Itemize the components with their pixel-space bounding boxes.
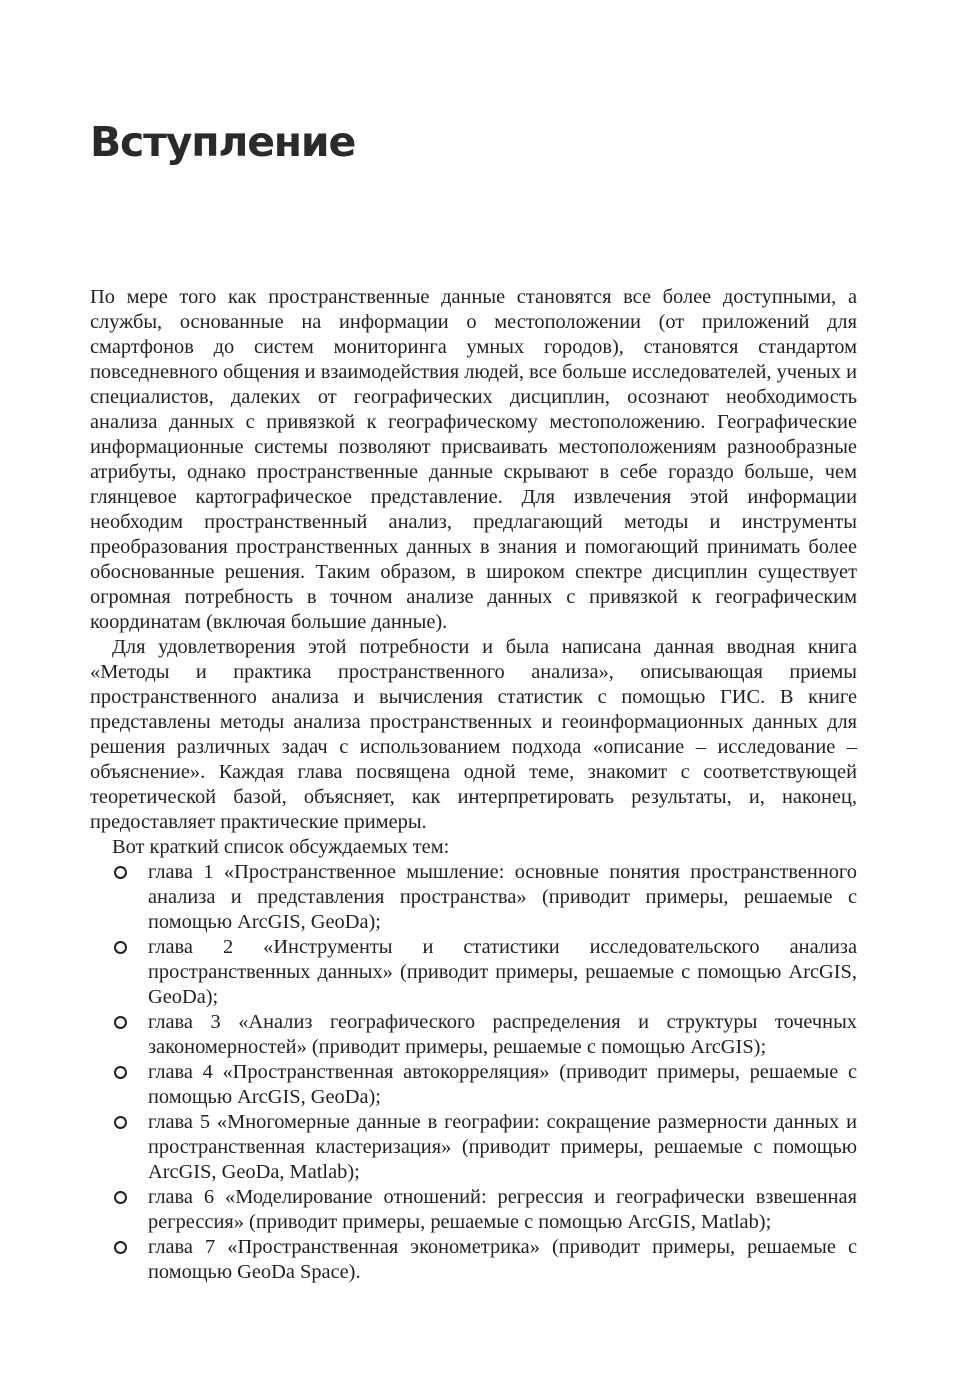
list-item-text: глава 3 «Анализ географического распределения и структуры точечных закономерностей» (приводит примеры, решаемые с помощью ArcGIS);	[148, 1011, 857, 1058]
topics-list	[90, 860, 857, 1285]
list-item-text: глава 6 «Моделирование отношений: регрессия и географически взвешенная регрессия» (приводит примеры, решаемые с помощью ArcGIS, Matlab);	[148, 1186, 857, 1233]
circle-bullet-icon	[114, 1116, 127, 1129]
list-item	[90, 860, 857, 935]
circle-bullet-icon	[114, 1066, 127, 1079]
body-text	[90, 285, 857, 1285]
list-item-text: глава 7 «Пространственная эконометрика» (приводит примеры, решаемые с помощью GeoDa Space).	[148, 1236, 857, 1283]
page-title: Вступление	[90, 118, 356, 166]
circle-bullet-icon	[114, 1016, 127, 1029]
list-item	[90, 1110, 857, 1185]
list-item	[90, 1235, 857, 1285]
circle-bullet-icon	[114, 1191, 127, 1204]
list-item-text: глава 1 «Пространственное мышление: основные понятия пространственного анализа и представления пространства» (приводит примеры, решаемые с помощью ArcGIS, GeoDa);	[148, 861, 857, 933]
circle-bullet-icon	[114, 941, 127, 954]
circle-bullet-icon	[114, 866, 127, 879]
list-item	[90, 935, 857, 1010]
list-item-text: глава 5 «Многомерные данные в географии: сокращение размерности данных и пространственная кластеризация» (приводит примеры, решаемые с помощью ArcGIS, GeoDa, Matlab);	[148, 1111, 857, 1183]
list-item	[90, 1185, 857, 1235]
circle-bullet-icon	[114, 1241, 127, 1254]
list-item	[90, 1060, 857, 1110]
list-item-text: глава 2 «Инструменты и статистики исследовательского анализа пространственных данных» (приводит примеры, решаемые с помощью ArcGIS, GeoDa);	[148, 936, 857, 1008]
paragraph-book-purpose: Для удовлетворения этой потребности и была написана данная вводная книга «Методы и практика пространственного анализа», описывающая приемы пространственного анализа и вычисления статистик с помощью ГИС. В книге представлены методы анализа пространственных и геоинформационных данных для решения различных задач с использованием подхода «описание – исследование – объяснение». Каждая глава посвящена одной теме, знакомит с соответствующей теоретической базой, объясняет, как интерпретировать результаты, и, наконец, предоставляет практические примеры.	[90, 636, 857, 833]
paragraph-topics-lead: Вот краткий список обсуждаемых тем:	[112, 836, 450, 858]
list-item-text: глава 4 «Пространственная автокорреляция» (приводит примеры, решаемые с помощью ArcGIS, GeoDa);	[148, 1061, 857, 1108]
list-item	[90, 1010, 857, 1060]
paragraph-intro: По мере того как пространственные данные становятся все более доступными, а службы, основанные на информации о местоположении (от приложений для смартфонов до систем мониторинга умных городов), становятся стандартом повседневного общения и взаимодействия людей, все больше исследователей, ученых и специалистов, далеких от географических дисциплин, осознают необходимость анализа данных с привязкой к географическому местоположению. Географические информационные системы позволяют присваивать местоположениям разнообразные атрибуты, однако пространственные данные скрывают в себе гораздо больше, чем глянцевое картографическое представление. Для извлечения этой информации необходим пространственный анализ, предлагающий методы и инструменты преобразования пространственных данных в знания и помогающий принимать более обоснованные решения. Таким образом, в широком спектре дисциплин существует огромная потребность в точном анализе данных с привязкой к географическим координатам (включая большие данные).	[90, 286, 857, 633]
